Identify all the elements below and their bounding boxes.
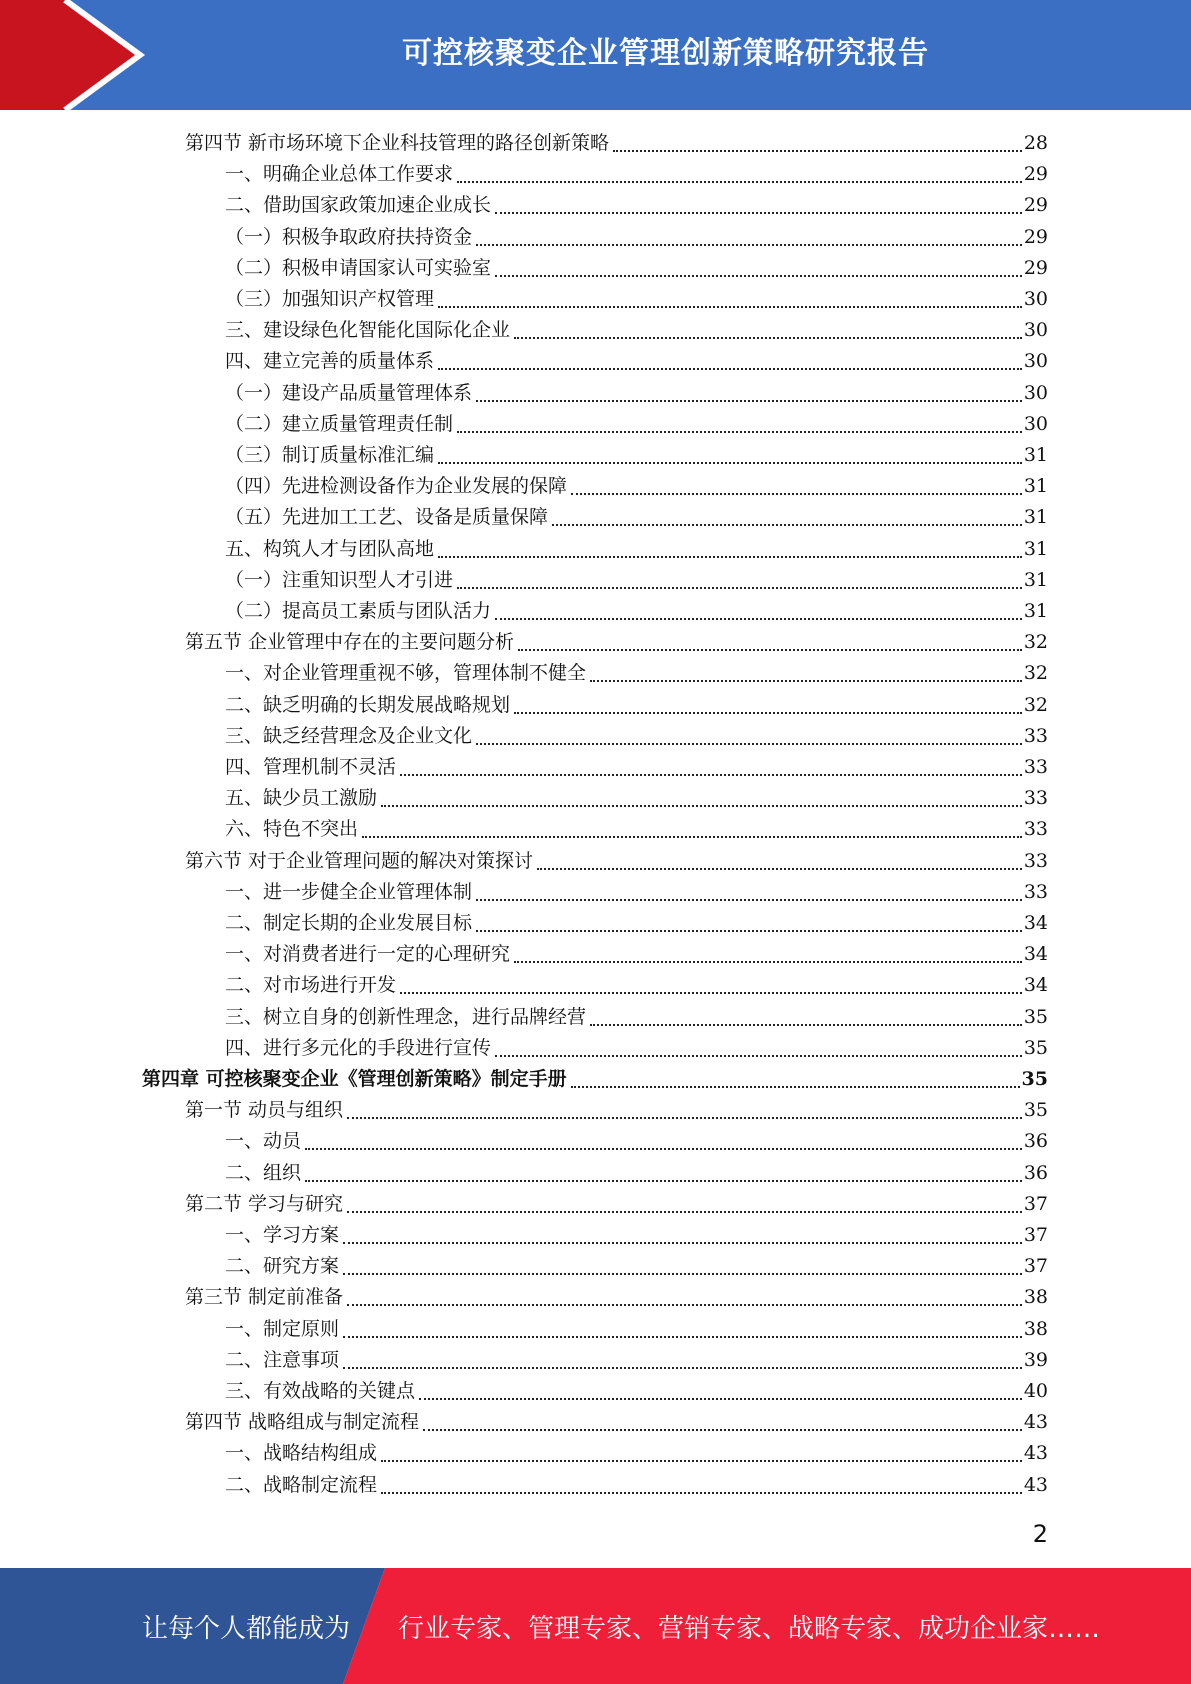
- toc-dot-leader: [305, 1148, 1022, 1150]
- toc-dot-leader: [343, 1336, 1022, 1338]
- toc-entry-title: 一、学习方案: [225, 1224, 340, 1246]
- toc-entry[interactable]: [225, 502, 1048, 533]
- toc-entry-page: 29: [1023, 194, 1048, 217]
- toc-entry-title: （三）制订质量标准汇编: [225, 444, 435, 466]
- toc-entry-page: 43: [1023, 1442, 1048, 1465]
- toc-entry[interactable]: [225, 190, 1048, 221]
- toc-entry-page: 33: [1023, 787, 1048, 810]
- toc-entry-page: 35: [1023, 1099, 1048, 1122]
- toc-entry[interactable]: [225, 315, 1048, 346]
- toc-entry[interactable]: [185, 627, 1048, 658]
- toc-dot-leader: [438, 556, 1022, 558]
- toc-entry-title: 第四节 新市场环境下企业科技管理的路径创新策略: [185, 132, 610, 154]
- toc-entry-title: 第二节 学习与研究: [185, 1192, 344, 1215]
- toc-entry[interactable]: [225, 534, 1048, 565]
- header-arrow-icon: [0, 0, 160, 110]
- toc-dot-leader: [457, 431, 1022, 433]
- toc-dot-leader: [518, 649, 1022, 651]
- toc-entry-title: 二、注意事项: [225, 1348, 340, 1371]
- toc-entry-title: 三、树立自身的创新性理念，进行品牌经营: [225, 1005, 587, 1028]
- toc-entry-title: 一、对消费者进行一定的心理研究: [225, 943, 511, 966]
- toc-dot-leader: [438, 306, 1022, 308]
- toc-entry[interactable]: [225, 1470, 1048, 1501]
- toc-dot-leader: [423, 1429, 1022, 1431]
- toc-entry-title: （五）先进加工工艺、设备是质量保障: [225, 506, 549, 529]
- toc-dot-leader: [571, 1086, 1020, 1088]
- toc-entry-title: 二、研究方案: [225, 1255, 340, 1278]
- toc-entry-title: （二）提高员工素质与团队活力: [225, 600, 492, 622]
- toc-dot-leader: [514, 961, 1022, 963]
- toc-entry[interactable]: [225, 346, 1048, 377]
- toc-entry[interactable]: [185, 1282, 1048, 1313]
- toc-entry-page: 34: [1023, 912, 1048, 934]
- toc-entry[interactable]: [225, 1126, 1048, 1157]
- toc-entry-title: 一、明确企业总体工作要求: [225, 163, 454, 186]
- toc-entry-page: 38: [1023, 1286, 1048, 1309]
- footer-banner: [0, 1568, 1191, 1684]
- toc-dot-leader: [613, 150, 1022, 152]
- toc-dot-leader: [476, 400, 1022, 402]
- toc-entry-title: 一、进一步健全企业管理体制: [225, 880, 473, 903]
- toc-entry-title: （一）积极争取政府扶持资金: [225, 225, 473, 248]
- toc-dot-leader: [343, 1273, 1022, 1275]
- toc-entry-page: 30: [1023, 412, 1048, 435]
- toc-entry[interactable]: [225, 1002, 1048, 1033]
- toc-entry-title: 第三节 制定前准备: [185, 1286, 344, 1309]
- toc-entry-title: 二、缺乏明确的长期发展战略规划: [225, 693, 511, 716]
- toc-dot-leader: [514, 337, 1022, 339]
- toc-entry-title: （一）注重知识型人才引进: [225, 568, 454, 591]
- toc-entry-title: 二、组织: [225, 1161, 302, 1184]
- toc-entry[interactable]: [225, 253, 1048, 284]
- toc-entry[interactable]: [225, 1033, 1048, 1064]
- toc-entry-title: 五、缺少员工激励: [225, 787, 378, 810]
- toc-entry-page: 33: [1023, 849, 1048, 872]
- toc-dot-leader: [305, 1180, 1022, 1182]
- toc-entry[interactable]: [225, 409, 1048, 440]
- toc-entry-title: 第四章 可控核聚变企业《管理创新策略》制定手册: [142, 1068, 567, 1090]
- toc-entry-page: 31: [1023, 568, 1048, 591]
- toc-entry-title: 二、制定长期的企业发展目标: [225, 912, 473, 934]
- toc-entry[interactable]: [225, 1376, 1048, 1407]
- toc-dot-leader: [343, 1242, 1022, 1244]
- toc-dot-leader: [381, 805, 1022, 807]
- toc-entry-page: 30: [1023, 319, 1048, 342]
- toc-entry-page: 35: [1023, 1005, 1048, 1028]
- toc-entry-page: 28: [1023, 132, 1048, 154]
- toc-entry-page: 29: [1023, 225, 1048, 248]
- toc-entry[interactable]: [185, 1095, 1048, 1126]
- toc-entry[interactable]: [225, 1314, 1048, 1345]
- toc-dot-leader: [476, 930, 1022, 932]
- toc-entry[interactable]: [225, 658, 1048, 689]
- toc-entry-page: 38: [1023, 1317, 1048, 1340]
- toc-entry-title: 六、特色不突出: [225, 818, 359, 841]
- toc-entry[interactable]: [225, 222, 1048, 253]
- toc-dot-leader: [476, 244, 1022, 246]
- toc-entry[interactable]: [225, 1251, 1048, 1282]
- toc-entry-title: （三）加强知识产权管理: [225, 288, 435, 310]
- toc-entry-page: 34: [1023, 974, 1048, 997]
- toc-dot-leader: [590, 1024, 1022, 1026]
- toc-entry-page: 31: [1023, 444, 1048, 466]
- toc-entry-page: 30: [1023, 350, 1048, 373]
- toc-entry-title: （二）建立质量管理责任制: [225, 412, 454, 435]
- toc-entry-title: 三、建设绿色化智能化国际化企业: [225, 319, 511, 342]
- toc-dot-leader: [495, 1055, 1022, 1057]
- toc-entry-page: 29: [1023, 256, 1048, 279]
- toc-entry[interactable]: [225, 284, 1048, 315]
- toc-dot-leader: [419, 1398, 1022, 1400]
- toc-entry-page: 31: [1023, 475, 1048, 498]
- toc-entry[interactable]: [185, 1189, 1048, 1220]
- toc-dot-leader: [400, 774, 1022, 776]
- toc-entry-title: 一、制定原则: [225, 1317, 340, 1340]
- toc-dot-leader: [457, 587, 1022, 589]
- toc-entry[interactable]: [225, 721, 1048, 752]
- toc-dot-leader: [457, 181, 1022, 183]
- toc-entry-page: 36: [1023, 1130, 1048, 1153]
- toc-entry-page: 35: [1023, 1036, 1048, 1059]
- toc-dot-leader: [438, 462, 1022, 464]
- toc-entry-page: 31: [1023, 506, 1048, 529]
- toc-dot-leader: [495, 212, 1022, 214]
- toc-entry-title: 四、进行多元化的手段进行宣传: [225, 1036, 492, 1059]
- toc-entry[interactable]: [225, 752, 1048, 783]
- toc-entry-title: 四、管理机制不灵活: [225, 756, 397, 778]
- toc-entry[interactable]: [142, 1064, 1048, 1095]
- toc-entry-title: 三、有效战略的关键点: [225, 1380, 416, 1402]
- toc-entry-page: 30: [1023, 288, 1048, 310]
- toc-entry[interactable]: [225, 970, 1048, 1001]
- toc-entry-page: 33: [1023, 724, 1048, 747]
- toc-entry[interactable]: [225, 690, 1048, 721]
- page-number: 2: [1032, 1520, 1048, 1548]
- toc-entry-page: 33: [1023, 818, 1048, 841]
- toc-entry[interactable]: [225, 378, 1048, 409]
- toc-entry-page: 37: [1023, 1224, 1048, 1246]
- toc-entry[interactable]: [225, 1158, 1048, 1189]
- toc-entry[interactable]: [225, 1438, 1048, 1469]
- toc-entry-title: 四、建立完善的质量体系: [225, 350, 435, 373]
- header-banner: [0, 0, 1191, 110]
- toc-dot-leader: [571, 493, 1022, 495]
- toc-dot-leader: [476, 899, 1022, 901]
- toc-entry-page: 34: [1023, 943, 1048, 966]
- toc-entry-title: 三、缺乏经营理念及企业文化: [225, 724, 473, 747]
- toc-entry[interactable]: [185, 846, 1048, 877]
- toc-entry[interactable]: [225, 1345, 1048, 1376]
- toc-entry[interactable]: [225, 814, 1048, 845]
- toc-entry-title: 第六节 对于企业管理问题的解决对策探讨: [185, 849, 534, 872]
- toc-entry-page: 32: [1023, 662, 1048, 685]
- toc-entry-page: 33: [1023, 756, 1048, 778]
- toc-entry-title: 五、构筑人才与团队高地: [225, 537, 435, 560]
- toc-entry-page: 31: [1023, 537, 1048, 560]
- toc-entry[interactable]: [225, 783, 1048, 814]
- toc-entry-title: （二）积极申请国家认可实验室: [225, 256, 492, 279]
- toc-dot-leader: [476, 743, 1022, 745]
- footer-slogan-right: 行业专家、管理专家、营销专家、战略专家、成功企业家……: [398, 1614, 1101, 1644]
- toc-dot-leader: [495, 618, 1022, 620]
- toc-entry-title: 第四节 战略组成与制定流程: [185, 1411, 420, 1434]
- toc-entry-title: （四）先进检测设备作为企业发展的保障: [225, 475, 568, 498]
- toc-entry-page: 40: [1023, 1380, 1048, 1402]
- toc-entry-page: 32: [1023, 693, 1048, 716]
- toc-entry-page: 43: [1023, 1411, 1048, 1434]
- toc-entry-page: 30: [1023, 381, 1048, 404]
- toc-dot-leader: [590, 680, 1022, 682]
- toc-entry[interactable]: [225, 877, 1048, 908]
- toc-dot-leader: [552, 524, 1022, 526]
- footer-slogan-left: 让每个人都能成为: [142, 1614, 351, 1644]
- toc-entry-page: 32: [1023, 631, 1048, 654]
- toc-dot-leader: [438, 368, 1022, 370]
- toc-entry[interactable]: [185, 128, 1048, 159]
- toc-entry[interactable]: [225, 1220, 1048, 1251]
- toc-entry-page: 31: [1023, 600, 1048, 622]
- toc-entry[interactable]: [225, 471, 1048, 502]
- toc-entry-page: 37: [1023, 1192, 1048, 1215]
- toc-entry-page: 37: [1023, 1255, 1048, 1278]
- toc-dot-leader: [347, 1304, 1022, 1306]
- toc-dot-leader: [400, 992, 1022, 994]
- toc-entry-title: 第五节 企业管理中存在的主要问题分析: [185, 631, 515, 654]
- toc-entry[interactable]: [225, 908, 1048, 939]
- toc-entry-title: 二、借助国家政策加速企业成长: [225, 194, 492, 217]
- report-title: 可控核聚变企业管理创新策略研究报告: [402, 36, 929, 71]
- toc-dot-leader: [514, 712, 1022, 714]
- toc-entry-page: 33: [1023, 880, 1048, 903]
- toc-entry[interactable]: [225, 440, 1048, 471]
- toc-entry-title: 一、战略结构组成: [225, 1442, 378, 1465]
- toc-entry-title: （一）建设产品质量管理体系: [225, 381, 473, 404]
- toc-entry[interactable]: [185, 1407, 1048, 1438]
- toc-entry-title: 一、动员: [225, 1130, 302, 1153]
- toc-dot-leader: [347, 1211, 1022, 1213]
- toc-entry-title: 一、对企业管理重视不够，管理体制不健全: [225, 662, 587, 685]
- toc-entry-page: 35: [1021, 1068, 1048, 1090]
- toc-dot-leader: [347, 1117, 1022, 1119]
- toc-entry-page: 39: [1023, 1348, 1048, 1371]
- toc-entry-title: 二、对市场进行开发: [225, 974, 397, 997]
- toc-entry[interactable]: [225, 159, 1048, 190]
- toc-dot-leader: [495, 275, 1022, 277]
- toc-entry-title: 二、战略制定流程: [225, 1473, 378, 1496]
- toc-dot-leader: [381, 1492, 1022, 1494]
- toc-entry-page: 43: [1023, 1473, 1048, 1496]
- toc-dot-leader: [362, 836, 1022, 838]
- toc-dot-leader: [343, 1367, 1022, 1369]
- toc-entry[interactable]: [225, 565, 1048, 596]
- toc-entry-page: 36: [1023, 1161, 1048, 1184]
- toc-entry[interactable]: [225, 596, 1048, 627]
- toc-dot-leader: [537, 868, 1022, 870]
- toc-dot-leader: [381, 1460, 1022, 1462]
- toc-entry-page: 29: [1023, 163, 1048, 186]
- toc-entry-title: 第一节 动员与组织: [185, 1099, 344, 1122]
- toc-entry[interactable]: [225, 939, 1048, 970]
